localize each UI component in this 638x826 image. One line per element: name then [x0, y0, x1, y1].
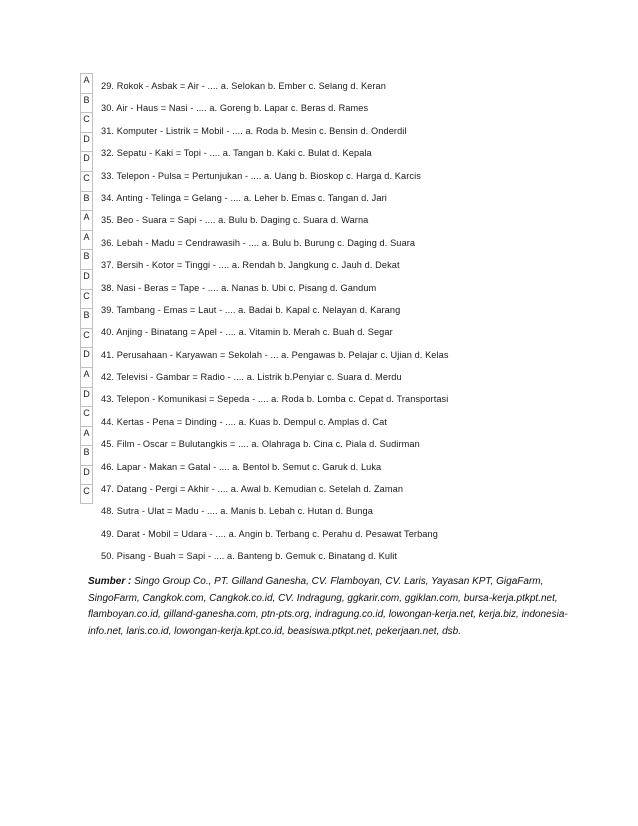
question-item: 31. Komputer - Listrik = Mobil - .... a. Roda b. Mesin c. Bensin d. Onderdil [101, 125, 407, 136]
question-item: 42. Televisi - Gambar = Radio - .... a. Listrik b.Penyiar c. Suara d. Merdu [101, 372, 402, 383]
answer-box: C [80, 484, 93, 504]
answer-box: B [80, 249, 93, 269]
answer-box: D [80, 132, 93, 152]
question-item: 33. Telepon - Pulsa = Pertunjukan - .... a. Uang b. Bioskop c. Harga d. Karcis [101, 170, 421, 181]
answer-box: C [80, 406, 93, 426]
answer-box: A [80, 210, 93, 230]
answer-box: A [80, 73, 93, 93]
answer-box: C [80, 328, 93, 348]
question-item: 38. Nasi - Beras = Tape - .... a. Nanas b. Ubi c. Pisang d. Gandum [101, 282, 377, 293]
question-item: 39. Tambang - Emas = Laut - .... a. Badai b. Kapal c. Nelayan d. Karang [101, 304, 401, 315]
question-item: 49. Darat - Mobil = Udara - .... a. Angin b. Terbang c. Perahu d. Pesawat Terbang [101, 528, 438, 539]
source-label: Sumber : [88, 576, 132, 587]
question-item: 43. Telepon - Komunikasi = Sepeda - .... a. Roda b. Lomba c. Cepat d. Transportasi [101, 394, 449, 405]
question-list [101, 80, 621, 573]
question-item: 44. Kertas - Pena = Dinding - .... a. Kuas b. Dempul c. Amplas d. Cat [101, 416, 387, 427]
question-item: 32. Sepatu - Kaki = Topi - .... a. Tangan b. Kaki c. Bulat d. Kepala [101, 148, 372, 159]
answer-box: D [80, 269, 93, 289]
question-item: 47. Datang - Pergi = Akhir - .... a. Awal b. Kemudian c. Setelah d. Zaman [101, 484, 404, 495]
question-item: 34. Anting - Telinga = Gelang - .... a. Leher b. Emas c. Tangan d. Jari [101, 192, 387, 203]
answer-box: D [80, 347, 93, 367]
answer-box: C [80, 289, 93, 309]
question-item: 35. Beo - Suara = Sapi - .... a. Bulu b. Daging c. Suara d. Warna [101, 215, 369, 226]
question-item: 46. Lapar - Makan = Gatal - .... a. Bentol b. Semut c. Garuk d. Luka [101, 461, 382, 472]
question-item: 30. Air - Haus = Nasi - .... a. Goreng b. Lapar c. Beras d. Rames [101, 103, 369, 114]
answer-box: D [80, 465, 93, 485]
question-item: 41. Perusahaan - Karyawan = Sekolah - ... a. Pengawas b. Pelajar c. Ujian d. Kelas [101, 349, 449, 360]
answer-box: A [80, 426, 93, 446]
answer-box: B [80, 445, 93, 465]
answer-box: A [80, 230, 93, 250]
answer-box: B [80, 308, 93, 328]
answer-box: C [80, 171, 93, 191]
answer-box: C [80, 112, 93, 132]
answer-key-column [80, 73, 94, 504]
question-item: 40. Anjing - Binatang = Apel - .... a. Vitamin b. Merah c. Buah d. Segar [101, 327, 393, 338]
question-item: 50. Pisang - Buah = Sapi - .... a. Banteng b. Gemuk c. Binatang d. Kulit [101, 551, 398, 562]
answer-box: D [80, 387, 93, 407]
source-text: Singo Group Co., PT. Gilland Ganesha, CV. Flamboyan, CV. Laris, Yayasan KPT, GigaFarm, SingoFarm, Cangkok.com, Cangkok.co.id, CV. Indragung, ggkarir.com, ggiklan.com, bursa-kerja.ptkpt.net, flamboyan.co.id, gilland-ganesha.com, ptn-pts.org, indragung.co.id, lowongan-kerja.net, kerja.biz, indonesia-info.net, laris.co.id, lowongan-kerja.kpt.co.id, beasiswa.ptkpt.net, pekerjaan.net, dsb. [88, 576, 568, 637]
question-item: 37. Bersih - Kotor = Tinggi - .... a. Rendah b. Jangkung c. Jauh d. Dekat [101, 260, 400, 271]
answer-box: B [80, 93, 93, 113]
question-item: 36. Lebah - Madu = Cendrawasih - .... a. Bulu b. Burung c. Daging d. Suara [101, 237, 416, 248]
answer-box: A [80, 367, 93, 387]
question-item: 45. Film - Oscar = Bulutangkis = .... a. Olahraga b. Cina c. Piala d. Sudirman [101, 439, 420, 450]
question-item: 48. Sutra - Ulat = Madu - .... a. Manis b. Lebah c. Hutan d. Bunga [101, 506, 373, 517]
source-note [88, 574, 578, 640]
question-item: 29. Rokok - Asbak = Air - .... a. Selokan b. Ember c. Selang d. Keran [101, 81, 386, 91]
answer-box: B [80, 191, 93, 211]
answer-box: D [80, 151, 93, 171]
